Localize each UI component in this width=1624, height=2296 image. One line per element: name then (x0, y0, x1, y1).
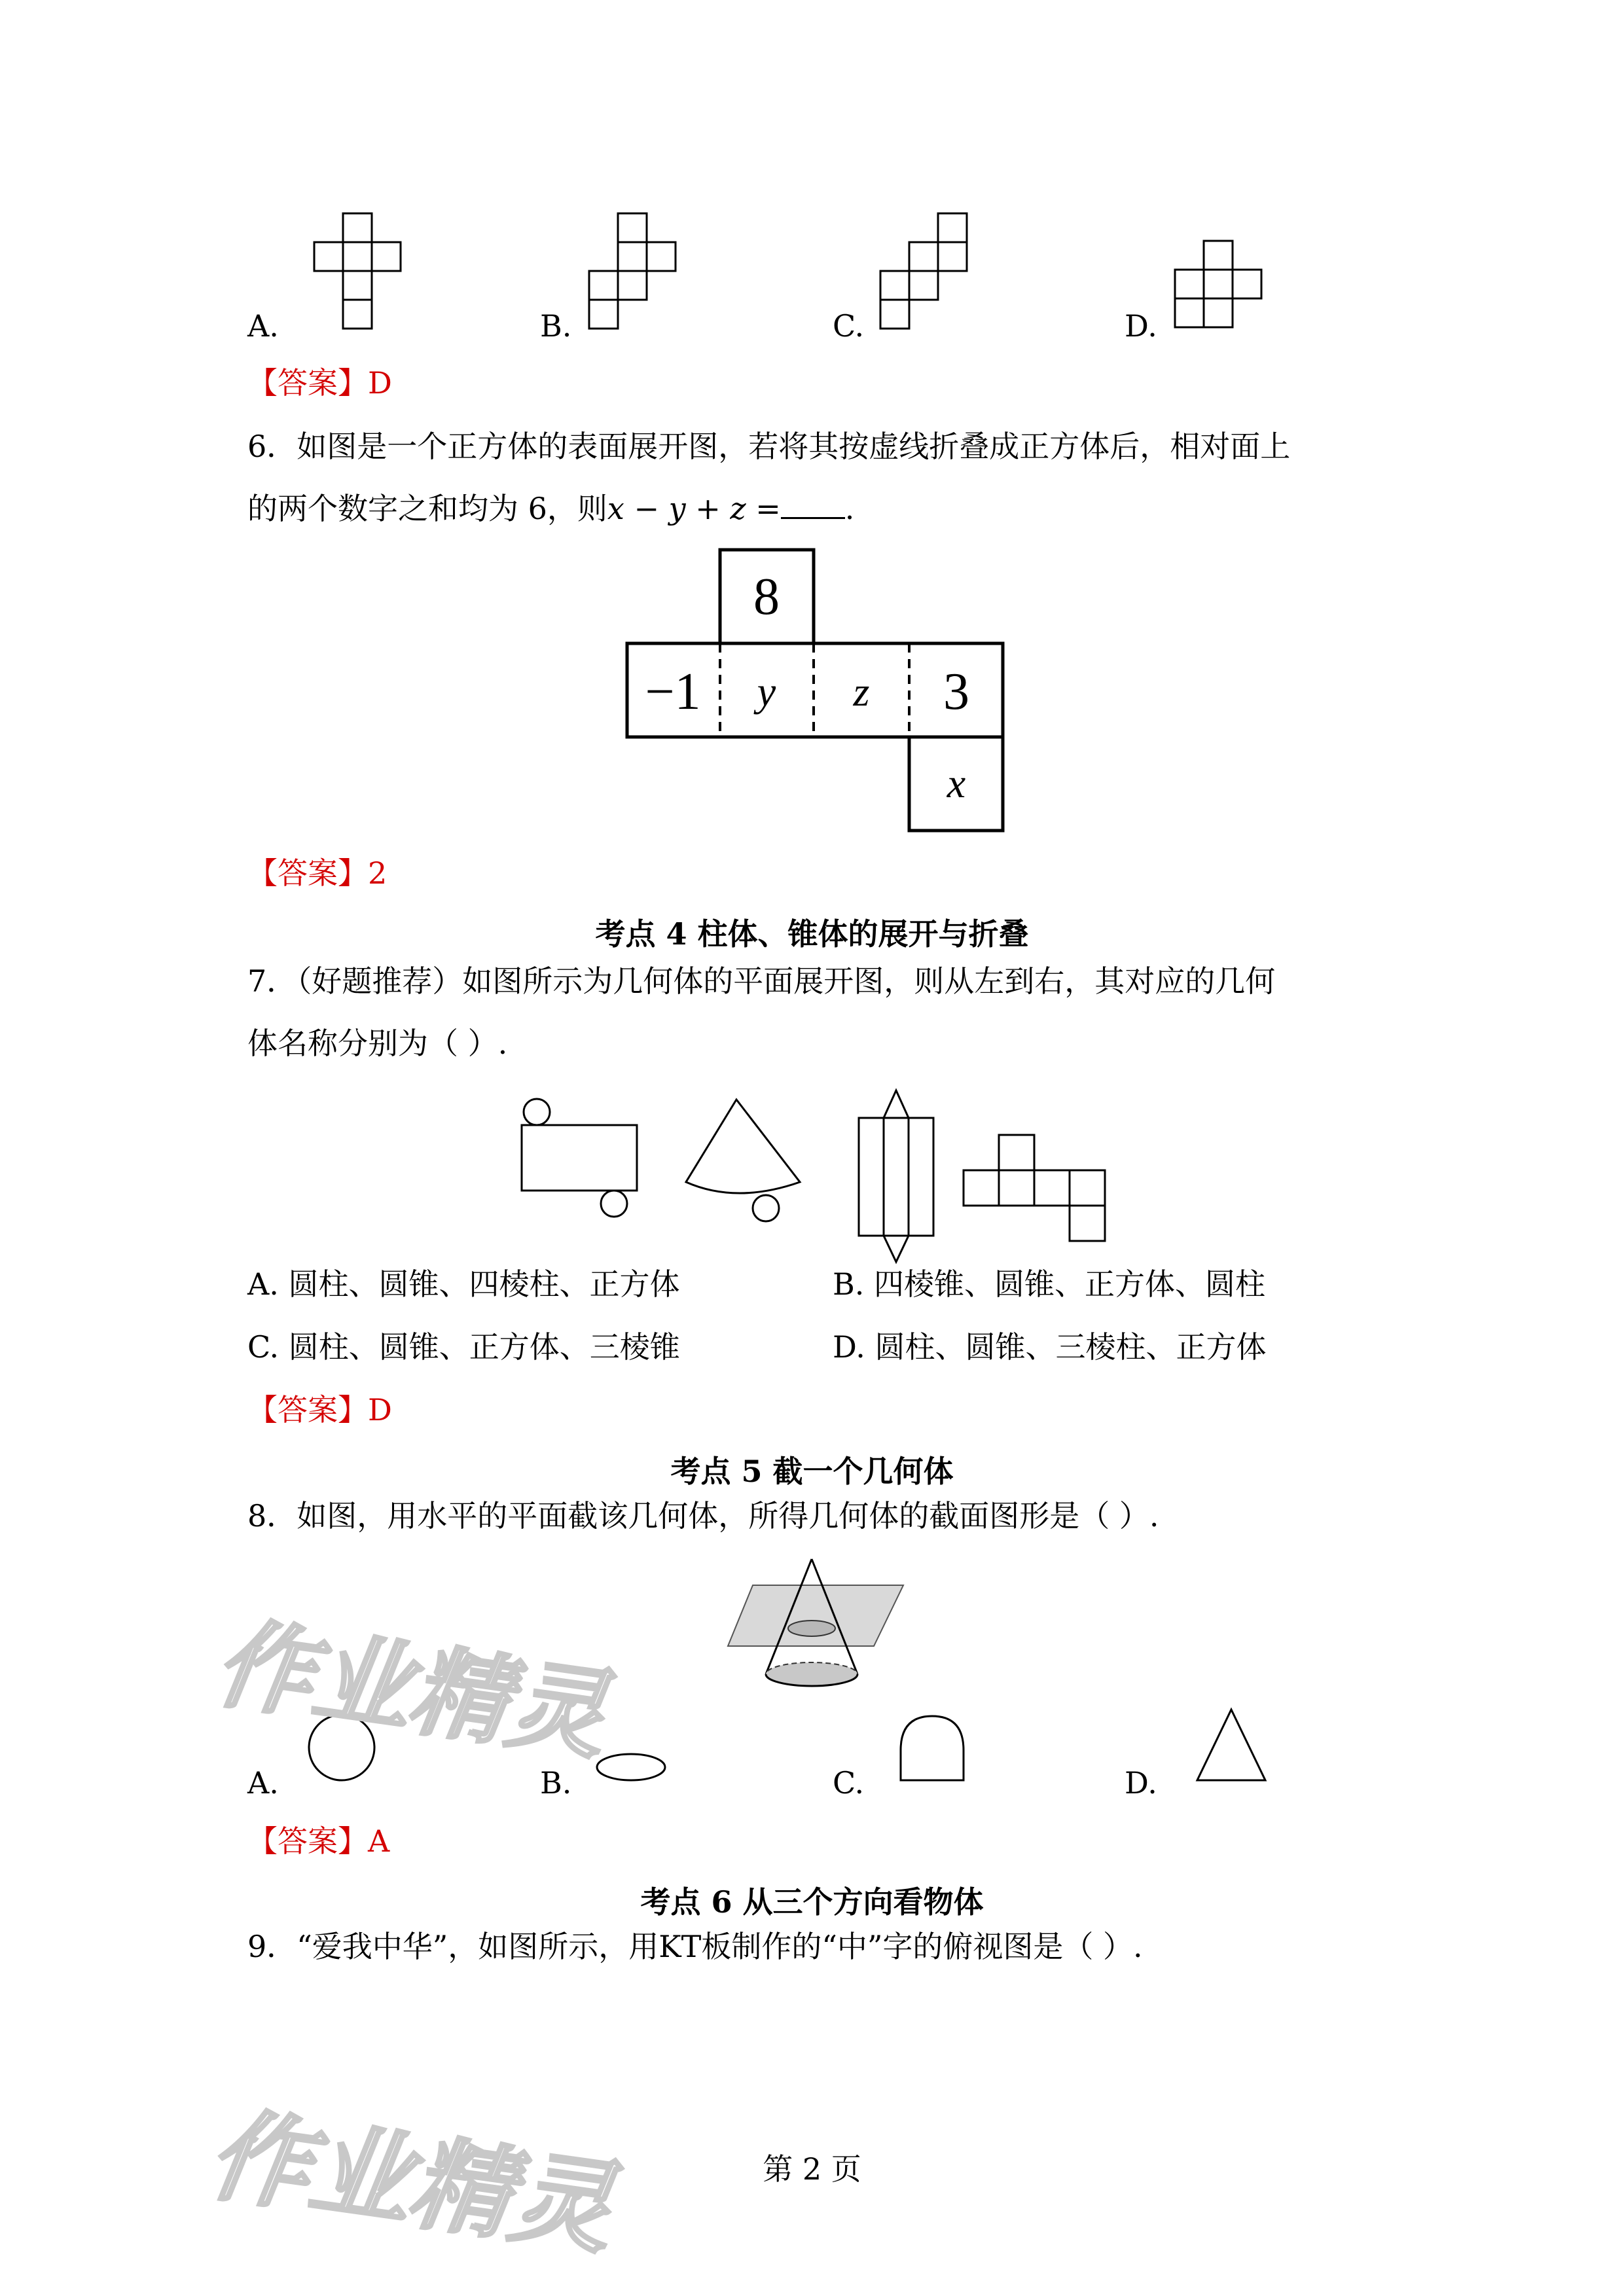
q7-cone-net-figure (681, 1098, 812, 1242)
q5-option-b-figure (589, 212, 681, 330)
q7-text-line2: 体名称分别为（ ）. (247, 1026, 508, 1061)
q5-option-d-label[interactable]: D. (1125, 308, 1157, 344)
net-right-label: 3 (943, 663, 969, 721)
net-y-label: y (757, 668, 776, 715)
q8-option-a-label[interactable]: A. (247, 1765, 279, 1801)
q5-option-a-label[interactable]: A. (247, 308, 279, 344)
q5-answer (247, 363, 392, 403)
q6-cube-net-figure (626, 548, 1005, 836)
net-top-label: 8 (753, 568, 780, 626)
q9-text-line1: 9．“爱我中华”，如图所示，用KT板制作的“中”字的俯视图是（ ）. (247, 1929, 1143, 1964)
page-number: 第 2 页 (763, 2151, 861, 2187)
q5-option-b-label[interactable]: B. (540, 308, 572, 344)
q8-option-d-label[interactable]: D. (1125, 1765, 1157, 1801)
q5-option-c-label[interactable]: C. (833, 308, 865, 344)
watermark-lower: 作业精灵 (202, 2094, 621, 2269)
net-z-label: z (853, 668, 870, 715)
section5-title: 考点 5 截一个几何体 (670, 1454, 954, 1489)
watermark-upper: 作业精灵 (208, 1605, 614, 1774)
q7-option-c[interactable]: C. 圆柱、圆锥、正方体、三棱锥 (247, 1329, 680, 1365)
q7-option-a[interactable]: A. 圆柱、圆锥、四棱柱、正方体 (247, 1266, 680, 1302)
q5-option-d-figure (1175, 240, 1267, 331)
q7-answer: 【答案】D (247, 1392, 392, 1427)
answer-value: D (368, 365, 392, 401)
q6-answer: 【答案】2 (247, 855, 388, 891)
q7-prism-net-figure (857, 1086, 936, 1263)
q8-option-c-arch-icon (898, 1712, 970, 1784)
q7-option-d[interactable]: D. 圆柱、圆锥、三棱柱、正方体 (833, 1329, 1267, 1365)
q6-text-line1: 6．如图是一个正方体的表面展开图，若将其按虚线折叠成正方体后，相对面上 (247, 429, 1291, 464)
q6-answer-blank[interactable] (781, 490, 845, 519)
q7-text-line1: 7．（好题推荐）如图所示为几何体的平面展开图，则从左到右，其对应的几何 (247, 963, 1276, 999)
q8-text-line1: 8．如图，用水平的平面截该几何体，所得几何体的截面图形是（ ）. (247, 1498, 1159, 1534)
q8-option-b-ellipse-icon (594, 1751, 673, 1784)
q7-cylinder-net-figure (520, 1097, 645, 1228)
q8-option-b-label[interactable]: B. (540, 1765, 572, 1801)
section6-title: 考点 6 从三个方向看物体 (640, 1884, 984, 1920)
q8-option-c-label[interactable]: C. (833, 1765, 865, 1801)
net-left-label: −1 (645, 663, 701, 721)
q5-option-c-figure (880, 212, 972, 330)
net-bottom-label: x (947, 760, 966, 806)
q7-option-b[interactable]: B. 四棱锥、圆锥、正方体、圆柱 (833, 1266, 1266, 1302)
q6-text-line2: 的两个数字之和均为 6，则x − y + z = . (247, 491, 855, 526)
q6-expression: x − y + z = (607, 491, 781, 526)
section4-title: 考点 4 柱体、锥体的展开与折叠 (595, 916, 1029, 952)
q8-answer: 【答案】A (247, 1823, 390, 1859)
q5-option-a-figure (314, 212, 406, 330)
q8-option-d-triangle-icon (1195, 1707, 1273, 1785)
q8-cone-plane-figure (727, 1558, 910, 1695)
answer-prefix: 【答案】 (247, 365, 368, 401)
q7-cube-net-figure (962, 1134, 1113, 1265)
